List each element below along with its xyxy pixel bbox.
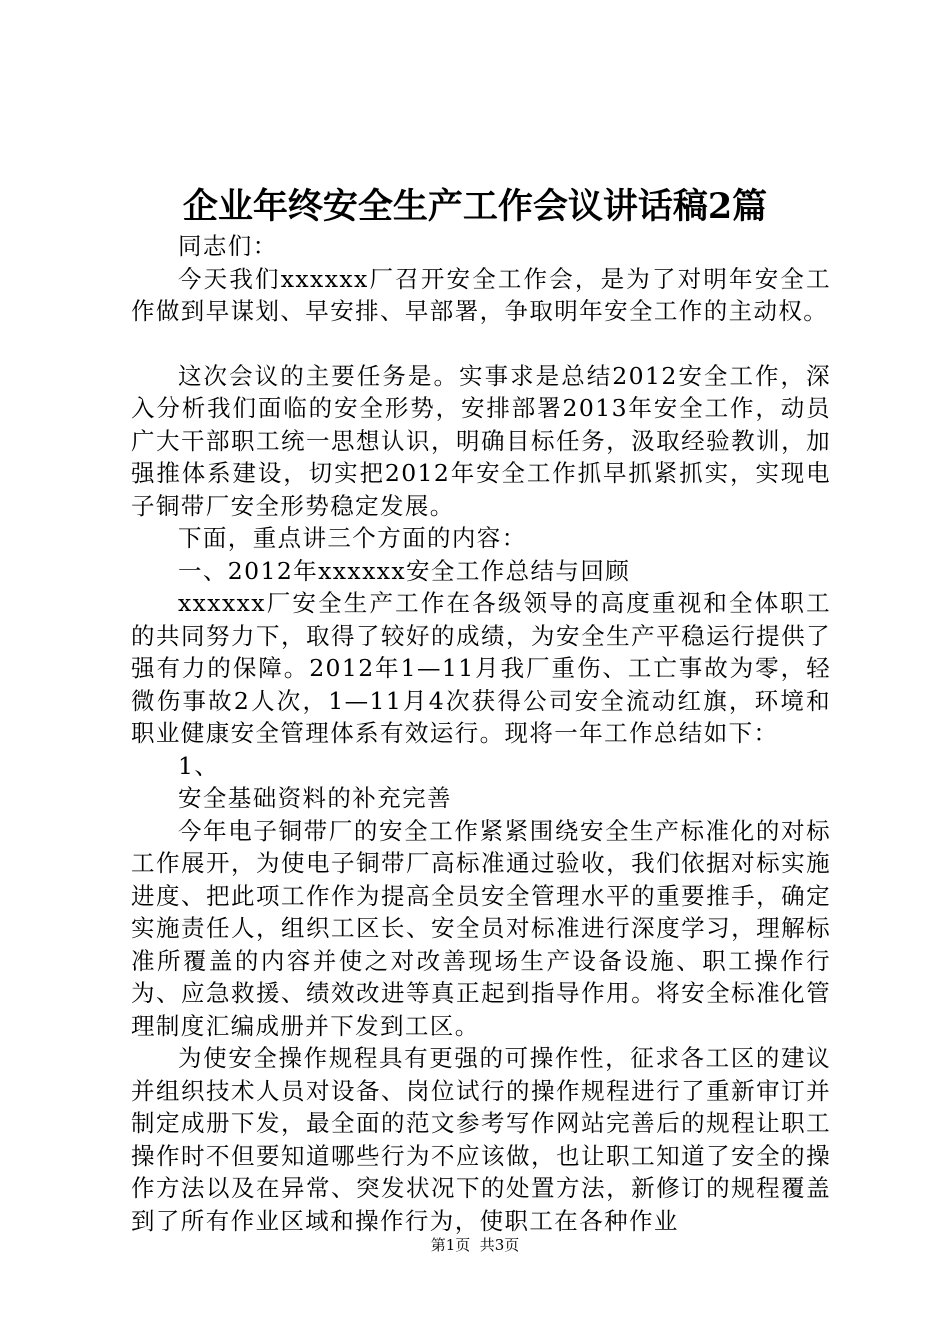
section-heading-1: 一、2012年xxxxxx安全工作总结与回顾 <box>178 556 631 585</box>
paragraph-main-task: 这次会议的主要任务是。实事求是总结2012安全工作，深入分析我们面临的安全形势，安排部署2013年安全工作，动员广大干部职工统一思想认识，明确目标任务，汲取经验教训，加强推体系建设，切实把2012年安全工作抓早抓紧抓实，实现电子铜带厂安全形势稳定发展。 <box>131 361 831 520</box>
paragraph-procedures: 为使安全操作规程具有更强的可操作性，征求各工区的建议并组织技术人员对设备、岗位试行的操作规程进行了重新审订并制定成册下发，最全面的范文参考写作网站完善后的规程让职工操作时不但要知道哪些行为不应该做，也让职工知道了安全的操作方法以及在异常、突发状况下的处置方法，新修订的规程覆盖到了所有作业区域和操作行为，使职工在各种作业 <box>131 1044 831 1235</box>
paragraph-standardization: 今年电子铜带厂的安全工作紧紧围绕安全生产标准化的对标工作展开，为使电子铜带厂高标准通过验收，我们依据对标实施进度、把此项工作作为提高全员安全管理水平的重要推手，确定实施责任人，组织工区长、安全员对标准进行深度学习，理解标准所覆盖的内容并使之对改善现场生产设备设施、职工操作行为、应急救援、绩效改进等真正起到指导作用。将安全标准化管理制度汇编成册并下发到工区。 <box>131 816 831 1040</box>
subsection-heading: 安全基础资料的补充完善 <box>178 784 452 812</box>
document-title: 企业年终安全生产工作会议讲话稿2篇 <box>182 186 768 227</box>
paragraph-outline: 下面，重点讲三个方面的内容： <box>178 524 527 552</box>
document-body <box>131 230 831 1237</box>
paragraph-intro: 今天我们xxxxxx厂召开安全工作会，是为了对明年安全工作做到早谋划、早安排、早部署，争取明年安全工作的主动权。 <box>131 264 831 325</box>
paragraph-summary: xxxxxx厂安全生产工作在各级领导的高度重视和全体职工的共同努力下，取得了较好的成绩，为安全生产平稳运行提供了强有力的保障。2012年1—11月我厂重伤、工亡事故为零，轻微伤事故2人次，1—11月4次获得公司安全流动红旗，环境和职业健康安全管理体系有效运行。现将一年工作总结如下： <box>131 589 831 747</box>
paragraph-salutation: 同志们： <box>178 232 278 260</box>
list-number-1: 1、 <box>178 751 220 780</box>
page-number-footer: 第1页 共3页 <box>430 1236 520 1254</box>
